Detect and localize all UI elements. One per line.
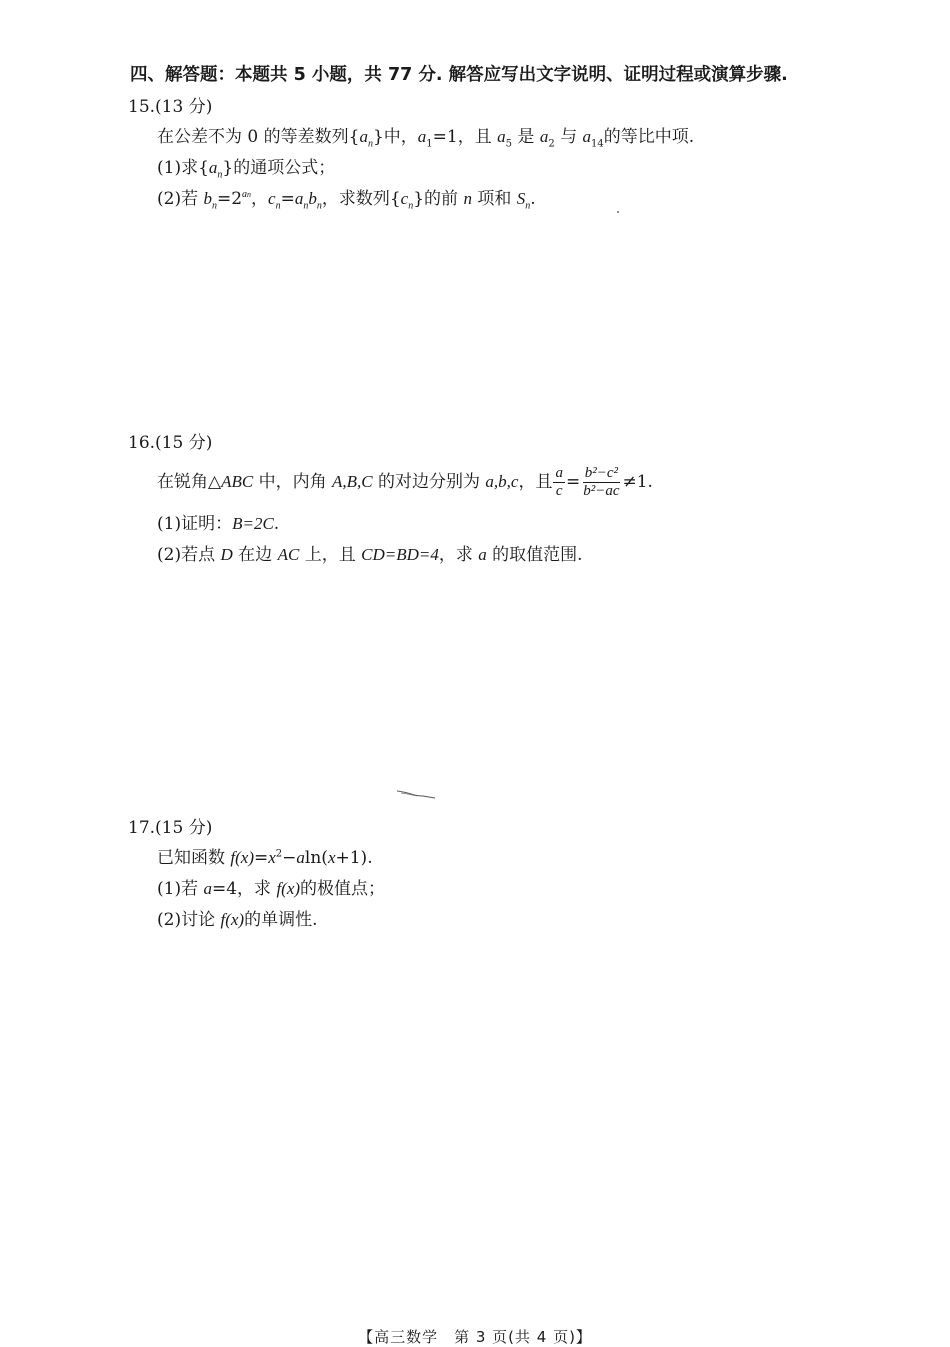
sym-x: x	[327, 848, 336, 867]
sym-b: b	[203, 189, 212, 208]
sub-n: n	[316, 200, 322, 212]
q17-stem-text: +1).	[335, 848, 373, 868]
q15-part1-text: (1)求{	[157, 158, 209, 178]
sym-b: b	[308, 189, 317, 208]
q15-part2-text: ，	[251, 189, 269, 209]
sym-abc-sides: a,b,c	[485, 472, 519, 491]
q16-stem-text: ≠1.	[622, 472, 653, 492]
q15-points: (13 分)	[155, 97, 213, 117]
q15-part2-text: ，求数列{	[321, 189, 401, 209]
q17-part2-text: (2)讨论	[157, 910, 221, 930]
q16-part1-text: (1)证明：	[157, 514, 233, 534]
q15-header	[128, 96, 212, 118]
q17-part1-text: 的极值点；	[300, 879, 386, 899]
q15-stem-text: 是	[512, 127, 540, 147]
sub-n: n	[217, 169, 223, 181]
scan-speck	[617, 211, 619, 213]
q16-part2-text: (2)若点	[157, 545, 221, 565]
q15-stem-text: 的等比中项.	[603, 127, 695, 147]
q15-stem-text: }中，	[372, 127, 418, 147]
q17-stem	[157, 847, 373, 869]
sub-14: 14	[591, 138, 604, 150]
q16-number: 16.	[128, 433, 156, 453]
q17-number: 17.	[128, 818, 156, 838]
equals-sign: =	[565, 472, 581, 492]
q17-part1	[157, 878, 385, 900]
sub-n: n	[247, 190, 252, 200]
q15-part2-text: =	[280, 189, 295, 209]
q16-part2-formula: CD=BD=4	[361, 545, 439, 564]
sym-AC: AC	[277, 545, 300, 564]
q16-part2-text: ，求	[438, 545, 479, 565]
sym-ABC-angles: A,B,C	[332, 472, 373, 491]
sub-5: 5	[505, 138, 512, 150]
sym-a: a	[497, 127, 506, 146]
q15-part1	[157, 157, 335, 179]
q17-function: f(x)	[230, 848, 254, 867]
sub-n: n	[525, 200, 531, 212]
q17-part2	[157, 909, 317, 931]
q16-stem-text: 的对边分别为	[372, 472, 486, 492]
sym-x: x	[268, 848, 276, 867]
sym-a: a	[296, 848, 305, 867]
q17-function: f(x)	[220, 910, 245, 929]
q15-stem	[157, 126, 694, 148]
q17-part1-text: (1)若	[157, 879, 204, 899]
section-title: 四、解答题：本题共 5 小题，共 77 分. 解答应写出文字说明、证明过程或演算步骤.	[130, 65, 788, 85]
sym-a: a	[539, 127, 549, 146]
q17-stem-text: 已知函数	[157, 848, 231, 868]
q15-part2-text: .	[530, 189, 536, 209]
q15-part2-text: (2)若	[157, 189, 204, 209]
q15-part1-text: }的通项公式；	[222, 158, 336, 178]
sym-a: a	[417, 127, 427, 146]
q17-function: f(x)	[276, 879, 301, 898]
q17-points: (15 分)	[155, 818, 213, 838]
sub-2: 2	[548, 138, 555, 150]
sub-n: n	[275, 200, 281, 212]
sym-n: n	[463, 189, 472, 208]
q16-header	[128, 432, 212, 454]
q17-stem-text: −	[282, 848, 297, 868]
q16-stem-text: 在锐角△	[157, 472, 222, 492]
page-footer: 【高三数学 第 3 页(共 4 页)】	[358, 1328, 592, 1346]
q16-part1-formula: B=2C	[232, 514, 274, 533]
sub-n: n	[367, 138, 373, 150]
q17-stem-text: =	[254, 848, 269, 868]
sym-a: a	[203, 879, 212, 898]
sym-D: D	[220, 545, 233, 564]
q17-header	[128, 817, 212, 839]
q15-part2	[157, 188, 536, 210]
q15-stem-text: 与	[554, 127, 583, 147]
q16-part1	[157, 513, 279, 535]
q16-part1-text: .	[273, 514, 280, 534]
fraction-a-over-c	[553, 465, 565, 500]
q16-stem-text: ，且	[518, 472, 553, 492]
sym-c: c	[268, 189, 276, 208]
sub-1: 1	[426, 138, 433, 150]
sub-n: n	[303, 200, 309, 212]
sub-n: n	[408, 200, 414, 212]
sym-a: a	[294, 189, 304, 208]
q15-part2-text: 项和	[471, 189, 517, 209]
q17-stem-text: ln(	[304, 848, 328, 868]
sym-ABC: ABC	[221, 472, 254, 491]
q15-part2-text: =2	[216, 189, 243, 209]
q17-part1-text: =4，求	[211, 879, 277, 899]
q15-stem-text: 在公差不为 0 的等差数列{	[157, 127, 360, 147]
q16-part2-text: 在边	[232, 545, 278, 565]
sym-a: a	[582, 127, 591, 146]
q15-number: 15.	[128, 97, 156, 117]
fraction-denominator: b²−ac	[583, 483, 620, 499]
q16-part2	[157, 544, 583, 566]
fraction-b2c2-over-b2ac	[581, 465, 621, 500]
q16-part2-text: 上，且	[299, 545, 362, 565]
q17-part2-text: 的单调性.	[244, 910, 318, 930]
fraction-numerator: b²−c²	[584, 465, 618, 481]
pencil-scribble-mark	[395, 788, 437, 800]
q16-stem-text: 中，内角	[253, 472, 332, 492]
q16-part2-text: 的取值范围.	[486, 545, 583, 565]
sym-c: c	[400, 189, 409, 208]
sub-n: n	[211, 200, 217, 212]
sym-S: S	[516, 189, 526, 208]
sym-a: a	[242, 189, 248, 201]
fraction-denominator: c	[555, 483, 563, 499]
sym-a: a	[208, 158, 218, 177]
sym-a: a	[359, 127, 368, 146]
sup-2: 2	[275, 848, 283, 860]
sym-a: a	[478, 545, 487, 564]
fraction-numerator: a	[555, 465, 563, 481]
q15-part2-text: }的前	[413, 189, 464, 209]
q15-stem-text: =1，且	[432, 127, 498, 147]
q16-points: (15 分)	[155, 433, 213, 453]
q16-stem	[157, 464, 653, 500]
